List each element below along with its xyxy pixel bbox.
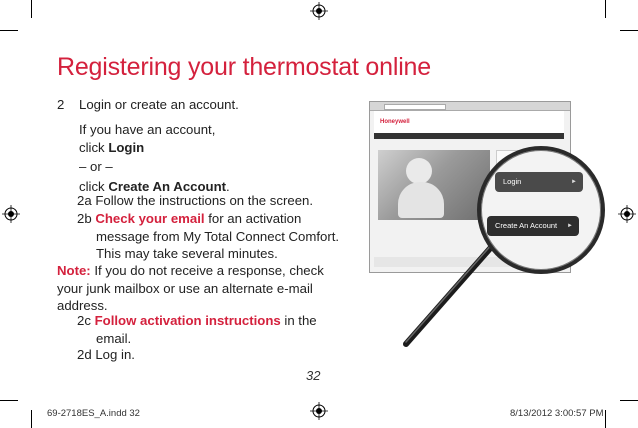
arrow-right-icon: ► [571, 179, 577, 185]
photo-person-body [398, 182, 444, 218]
step-number: 2b [77, 211, 92, 226]
photo-person-head [406, 158, 432, 184]
registration-mark-left [2, 205, 20, 223]
step-2b: 2b Check your email for an activation message from My Total Connect Comfort. This may take several minutes. [77, 211, 340, 261]
step-number: 2c [77, 313, 91, 328]
crop-mark [605, 0, 606, 18]
note-label: Note: [57, 263, 91, 278]
registration-mark-right [618, 205, 636, 223]
crop-mark [620, 30, 638, 31]
address-bar [384, 104, 446, 110]
step-text: Log in. [95, 347, 135, 362]
page-title: Registering your thermostat online [57, 53, 431, 81]
honeywell-logo: Honeywell [380, 119, 410, 125]
step-2 [57, 96, 239, 114]
crop-mark [31, 410, 32, 428]
crop-mark [605, 410, 606, 428]
instructions [57, 96, 239, 114]
step-text: Follow the instructions on the screen. [95, 193, 314, 208]
step-2a [77, 192, 313, 210]
crop-mark [31, 0, 32, 18]
step-2d [77, 346, 135, 364]
step-number: 2d [77, 347, 92, 362]
page-number: 32 [306, 368, 321, 383]
step-highlight: Check your email [95, 211, 205, 226]
create-line: click Create An Account. [79, 178, 230, 194]
or-separator: – or – [79, 159, 113, 174]
browser-toolbar [370, 102, 570, 111]
site-header [374, 111, 564, 133]
step-highlight: Follow activation instructions [94, 313, 281, 328]
step-number: 2a [77, 193, 92, 208]
step-number: 2 [57, 97, 65, 112]
magnifier-lens [477, 146, 605, 274]
slug-file: 69-2718ES_A.indd 32 [47, 408, 140, 419]
intro-line: If you have an account, [79, 122, 216, 137]
create-account-button[interactable]: Create An Account ► [487, 216, 579, 236]
registration-mark-bottom [310, 402, 328, 420]
arrow-right-icon: ► [567, 223, 573, 229]
step-text: Login or create an account. [79, 97, 239, 112]
slug-datetime: 8/13/2012 3:00:57 PM [510, 408, 604, 419]
step-2-details [79, 121, 230, 195]
login-button[interactable]: Login ► [495, 172, 583, 192]
note: Note: If you do not receive a response, check your junk mailbox or use an alternate e-mail address. [57, 263, 324, 313]
crop-mark [0, 400, 18, 401]
magnifier-handle [398, 240, 498, 350]
crop-mark [0, 30, 18, 31]
crop-mark [620, 400, 638, 401]
site-nav-bar [374, 133, 564, 139]
step-2c: 2c Follow activation instructions in the email. [77, 313, 317, 346]
registration-mark-top [310, 2, 328, 20]
intro-line-2: click Login [79, 139, 145, 155]
